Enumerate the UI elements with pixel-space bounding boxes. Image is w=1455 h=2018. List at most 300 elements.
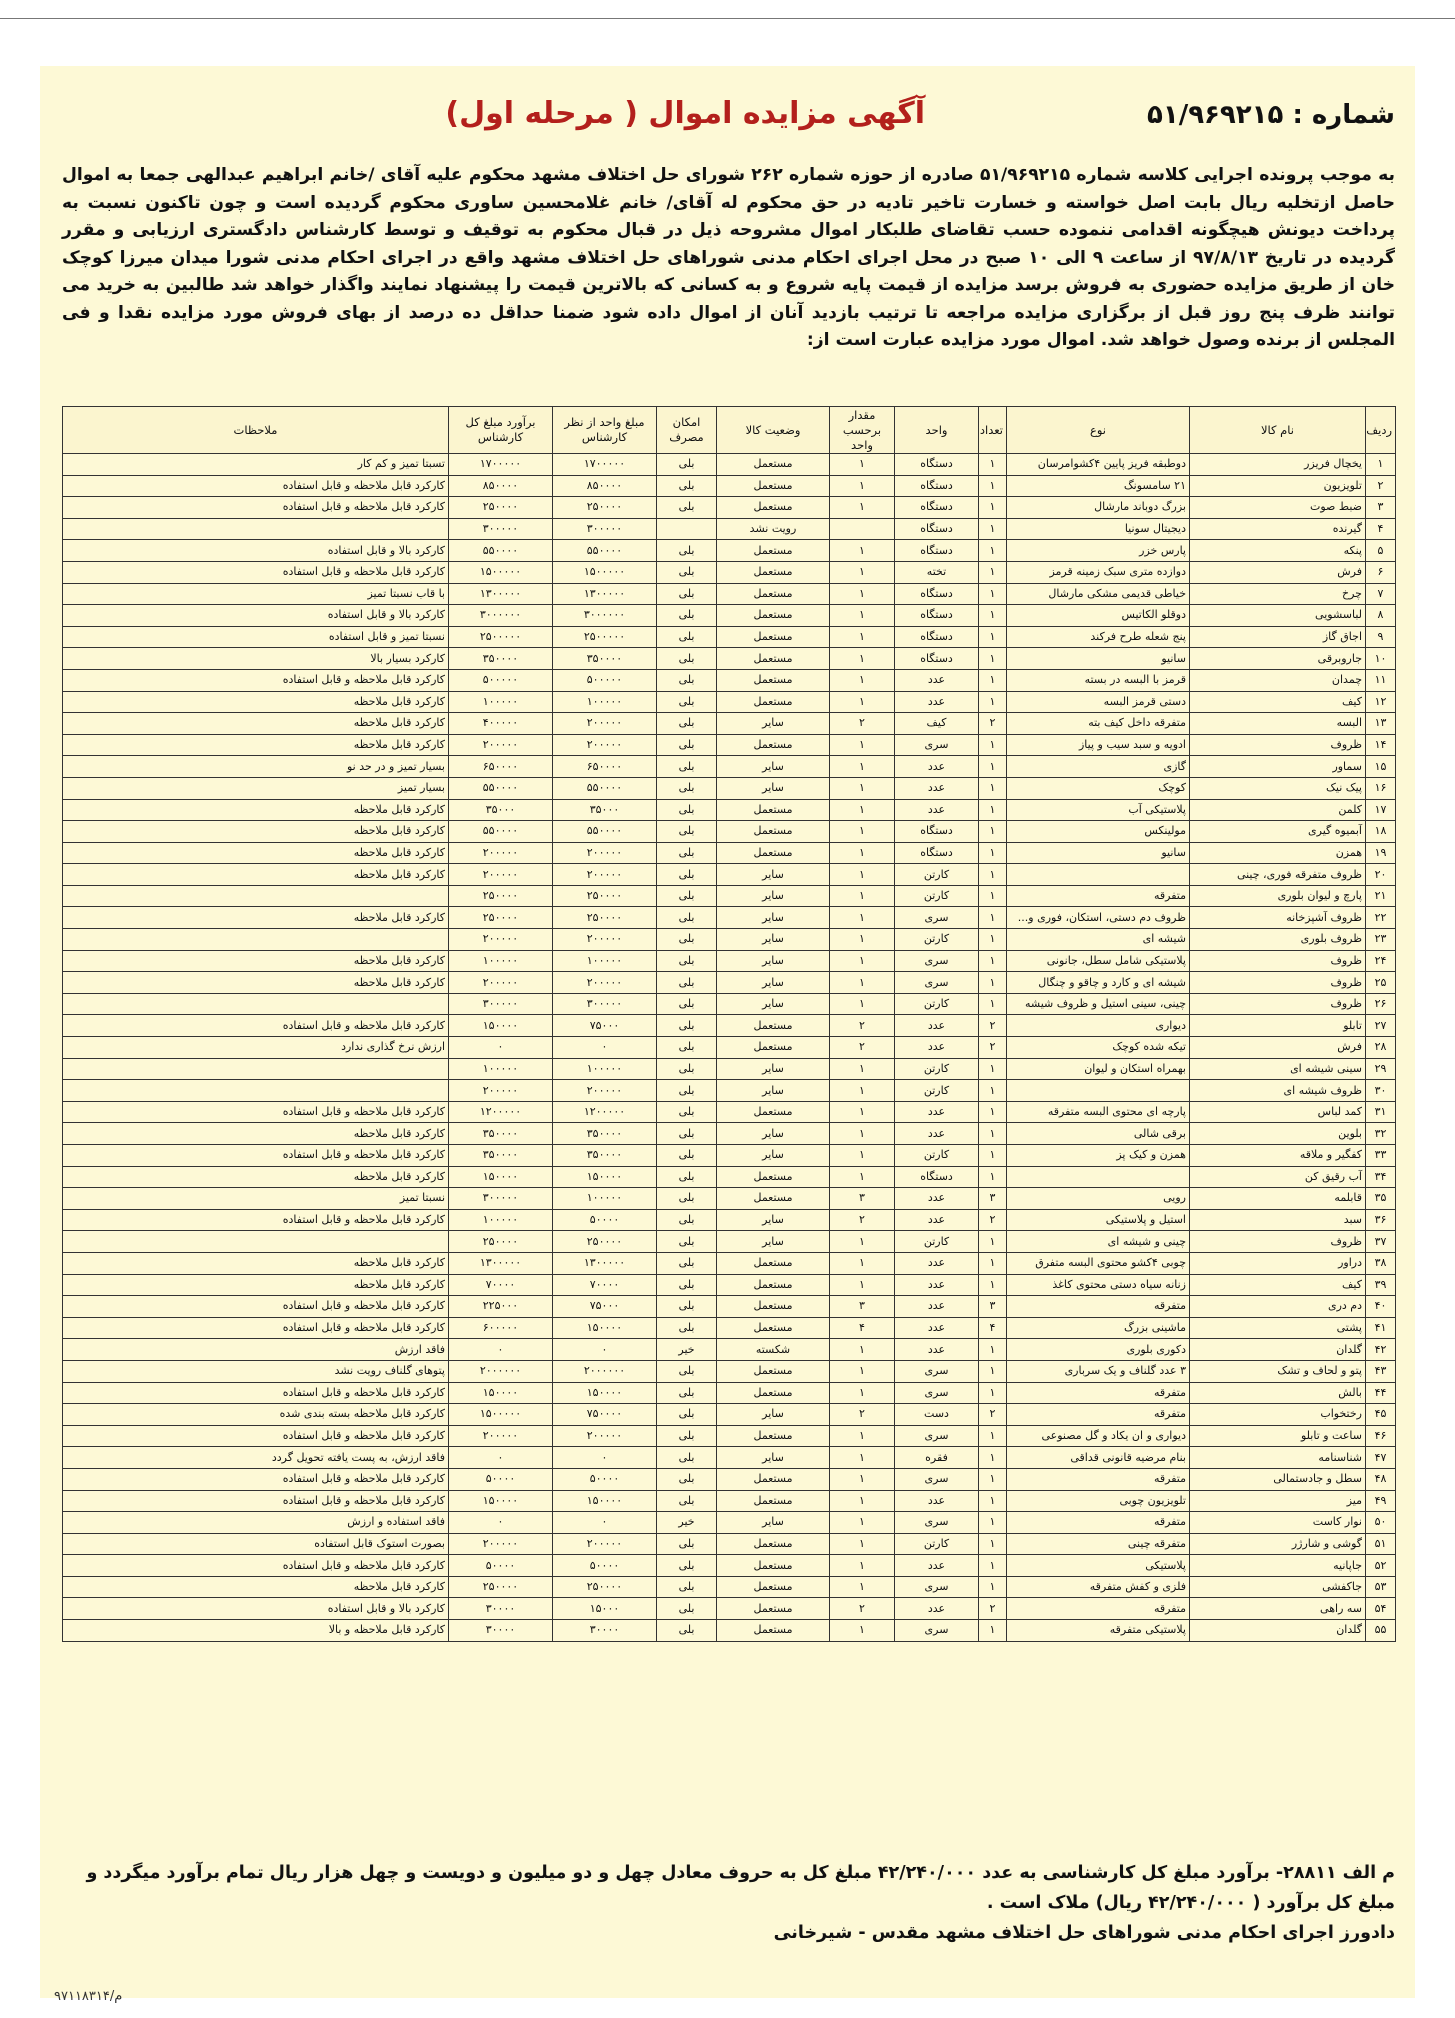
- cell-item-name: چمدان: [1190, 669, 1366, 691]
- cell-item-quantity: ۲: [830, 1037, 895, 1059]
- cell-item-notes: کارکرد قابل ملاحظه: [63, 1123, 449, 1145]
- cell-item-unit: کارتن: [895, 1080, 979, 1102]
- cell-item-count: ۱: [979, 1576, 1007, 1598]
- cell-item-total: ۱۵۰۰۰۰: [449, 1166, 553, 1188]
- cell-item-quantity: ۱: [830, 907, 895, 929]
- cell-item-count: ۱: [979, 1533, 1007, 1555]
- cell-item-total: ۱۰۰۰۰۰: [449, 1058, 553, 1080]
- cell-item-quantity: ۲: [830, 1598, 895, 1620]
- table-row: [63, 1058, 1396, 1080]
- cell-item-unit: کارتن: [895, 993, 979, 1015]
- cell-item-total: ۳۰۰۰۰۰: [449, 1188, 553, 1210]
- table-row: [63, 1231, 1396, 1253]
- table-row: [63, 1252, 1396, 1274]
- cell-item-type: متفرقه: [1007, 1404, 1190, 1426]
- cell-item-type: دوقلو الکاتیس: [1007, 605, 1190, 627]
- cell-item-unit: سری: [895, 734, 979, 756]
- cell-item-condition: مستعمل: [717, 583, 830, 605]
- cell-item-unit: دستگاه: [895, 518, 979, 540]
- cell-item-condition: مستعمل: [717, 1490, 830, 1512]
- cell-item-total: ۲۵۰۰۰۰: [449, 885, 553, 907]
- cell-item-type: [1007, 864, 1190, 886]
- cell-item-unit-price: ۲۵۰۰۰۰: [553, 1231, 657, 1253]
- cell-item-count: ۱: [979, 454, 1007, 476]
- cell-item-total: ۳۰۰۰۰: [449, 1620, 553, 1642]
- cell-row-number: ۲۲: [1366, 907, 1396, 929]
- cell-row-number: ۱۶: [1366, 777, 1396, 799]
- cell-item-type: بزرگ دوباند مارشال: [1007, 497, 1190, 519]
- cell-item-notes: کارکرد قابل ملاحظه: [63, 1274, 449, 1296]
- cell-item-notes: کارکرد قابل ملاحظه: [63, 1252, 449, 1274]
- cell-item-name: همزن: [1190, 842, 1366, 864]
- cell-item-type: دوازده متری سبک زمینه قرمز: [1007, 561, 1190, 583]
- table-row: [63, 1166, 1396, 1188]
- cell-item-usable: بلی: [657, 885, 717, 907]
- cell-row-number: ۲: [1366, 475, 1396, 497]
- cell-item-usable: بلی: [657, 842, 717, 864]
- footer-reference-code: م/۹۷۱۱۸۳۱۴: [54, 1989, 123, 2004]
- cell-item-type: متفرقه داخل کیف بته: [1007, 713, 1190, 735]
- cell-item-unit: دستگاه: [895, 626, 979, 648]
- cell-item-unit: کارتن: [895, 1231, 979, 1253]
- cell-item-unit-price: ۳۵۰۰۰۰: [553, 648, 657, 670]
- cell-item-name: فرش: [1190, 561, 1366, 583]
- cell-item-notes: فاقد استفاده و ارزش: [63, 1512, 449, 1534]
- cell-item-total: ۲۰۰۰۰۰: [449, 734, 553, 756]
- cell-item-condition: مستعمل: [717, 1620, 830, 1642]
- cell-item-total: ۲۵۰۰۰۰: [449, 1576, 553, 1598]
- cell-item-notes: کارکرد قابل ملاحظه و قابل استفاده: [63, 1145, 449, 1167]
- cell-item-unit: کیف: [895, 713, 979, 735]
- cell-row-number: ۴۰: [1366, 1296, 1396, 1318]
- col-header-condition: وضعیت کالا: [717, 407, 830, 454]
- cell-item-count: ۱: [979, 799, 1007, 821]
- cell-item-quantity: ۱: [830, 1339, 895, 1361]
- cell-item-quantity: ۱: [830, 626, 895, 648]
- cell-item-unit-price: ۱۰۰۰۰۰: [553, 691, 657, 713]
- cell-item-usable: بلی: [657, 1360, 717, 1382]
- cell-item-count: ۱: [979, 561, 1007, 583]
- cell-item-condition: مستعمل: [717, 497, 830, 519]
- cell-item-total: ۲۵۰۰۰۰: [449, 907, 553, 929]
- cell-item-unit-price: ۳۵۰۰۰۰: [553, 1123, 657, 1145]
- cell-item-notes: کارکرد قابل ملاحظه و قابل استفاده: [63, 1425, 449, 1447]
- table-row: [63, 475, 1396, 497]
- cell-item-usable: بلی: [657, 821, 717, 843]
- cell-item-count: ۱: [979, 583, 1007, 605]
- cell-item-notes: کارکرد بالا و قابل استفاده: [63, 1598, 449, 1620]
- cell-item-notes: کارکرد بالا و قابل استفاده: [63, 605, 449, 627]
- cell-item-condition: مستعمل: [717, 734, 830, 756]
- cell-item-condition: مستعمل: [717, 1425, 830, 1447]
- col-header-type: نوع: [1007, 407, 1190, 454]
- cell-item-total: ۲۰۰۰۰۰: [449, 929, 553, 951]
- cell-item-quantity: ۳: [830, 1296, 895, 1318]
- cell-item-unit: کارتن: [895, 929, 979, 951]
- cell-item-name: ظروف: [1190, 972, 1366, 994]
- cell-row-number: ۲۵: [1366, 972, 1396, 994]
- cell-item-quantity: ۱: [830, 1101, 895, 1123]
- table-row: [63, 583, 1396, 605]
- table-row: [63, 1382, 1396, 1404]
- cell-item-usable: بلی: [657, 605, 717, 627]
- cell-item-unit: عدد: [895, 1123, 979, 1145]
- cell-item-quantity: ۱: [830, 605, 895, 627]
- cell-item-type: خیاطی قدیمی مشکی مارشال: [1007, 583, 1190, 605]
- document-number: شماره : ۵۱/۹۶۹۲۱۵: [1146, 100, 1395, 130]
- cell-item-total: ۱۵۰۰۰۰۰: [449, 1404, 553, 1426]
- cell-row-number: ۳۶: [1366, 1209, 1396, 1231]
- cell-item-condition: سایر: [717, 993, 830, 1015]
- cell-item-notes: با قاب نسبتا تمیز: [63, 583, 449, 605]
- cell-item-quantity: ۱: [830, 648, 895, 670]
- cell-item-quantity: ۱: [830, 799, 895, 821]
- cell-item-total: ۱۰۰۰۰۰: [449, 950, 553, 972]
- cell-item-notes: کارکرد قابل ملاحظه و قابل استفاده: [63, 1296, 449, 1318]
- cell-item-type: همزن و کیک پز: [1007, 1145, 1190, 1167]
- cell-item-notes: کارکرد قابل ملاحظه و قابل استفاده: [63, 1555, 449, 1577]
- table-row: [63, 669, 1396, 691]
- cell-row-number: ۳۷: [1366, 1231, 1396, 1253]
- cell-row-number: ۴۹: [1366, 1490, 1396, 1512]
- cell-item-name: سماور: [1190, 756, 1366, 778]
- table-row: [63, 799, 1396, 821]
- cell-item-usable: بلی: [657, 691, 717, 713]
- cell-item-quantity: ۳: [830, 1188, 895, 1210]
- notice-sheet: [40, 66, 1415, 2004]
- cell-item-notes: کارکرد قابل ملاحظه و قابل استفاده: [63, 1490, 449, 1512]
- cell-item-name: جاپانیه: [1190, 1555, 1366, 1577]
- cell-item-condition: سایر: [717, 1145, 830, 1167]
- cell-item-total: ۳۵۰۰۰: [449, 799, 553, 821]
- cell-item-unit: سری: [895, 1576, 979, 1598]
- cell-item-notes: بسیار تمیز: [63, 777, 449, 799]
- cell-item-notes: [63, 993, 449, 1015]
- auction-items-table: [62, 406, 1396, 1642]
- cell-item-unit-price: ۰: [553, 1512, 657, 1534]
- cell-item-quantity: ۱: [830, 842, 895, 864]
- cell-item-unit: عدد: [895, 1339, 979, 1361]
- cell-item-total: ۱۳۰۰۰۰۰: [449, 583, 553, 605]
- cell-item-name: بلوین: [1190, 1123, 1366, 1145]
- cell-item-quantity: ۲: [830, 1404, 895, 1426]
- cell-item-unit-price: ۲۵۰۰۰۰۰: [553, 626, 657, 648]
- cell-item-total: ۲۵۰۰۰۰: [449, 1231, 553, 1253]
- cell-item-quantity: ۱: [830, 1490, 895, 1512]
- cell-item-notes: تسبتا تمیز و کم کار: [63, 454, 449, 476]
- cell-row-number: ۲۱: [1366, 885, 1396, 907]
- cell-item-unit-price: ۱۲۰۰۰۰۰: [553, 1101, 657, 1123]
- cell-item-total: ۱۵۰۰۰۰: [449, 1015, 553, 1037]
- cell-item-condition: مستعمل: [717, 1598, 830, 1620]
- cell-item-condition: مستعمل: [717, 1252, 830, 1274]
- col-header-unit: واحد: [895, 407, 979, 454]
- cell-item-count: ۳: [979, 1188, 1007, 1210]
- cell-item-count: ۱: [979, 972, 1007, 994]
- cell-item-count: ۱: [979, 669, 1007, 691]
- cell-row-number: ۳۵: [1366, 1188, 1396, 1210]
- cell-item-count: ۱: [979, 1468, 1007, 1490]
- notice-header: [60, 96, 1395, 146]
- cell-item-usable: بلی: [657, 561, 717, 583]
- cell-item-quantity: ۱: [830, 1468, 895, 1490]
- cell-item-unit-price: ۱۰۰۰۰۰: [553, 950, 657, 972]
- cell-item-unit: عدد: [895, 1598, 979, 1620]
- cell-item-unit: کارتن: [895, 1533, 979, 1555]
- table-row: [63, 605, 1396, 627]
- cell-item-type: ۳ عدد گلناف و یک سرباری: [1007, 1360, 1190, 1382]
- cell-item-quantity: ۱: [830, 993, 895, 1015]
- cell-row-number: ۱۰: [1366, 648, 1396, 670]
- cell-item-condition: مستعمل: [717, 561, 830, 583]
- top-rule: [0, 18, 1455, 19]
- cell-item-unit-price: ۲۰۰۰۰۰۰: [553, 1360, 657, 1382]
- cell-item-total: ۰: [449, 1512, 553, 1534]
- cell-item-type: دیجیتال سونیا: [1007, 518, 1190, 540]
- cell-item-total: ۲۰۰۰۰۰: [449, 864, 553, 886]
- cell-item-unit: کارتن: [895, 1145, 979, 1167]
- cell-row-number: ۴۶: [1366, 1425, 1396, 1447]
- cell-item-usable: بلی: [657, 734, 717, 756]
- cell-item-type: [1007, 1080, 1190, 1102]
- table-row: [63, 1317, 1396, 1339]
- cell-item-type: دیواری و ان یکاد و گل مصنوعی: [1007, 1425, 1190, 1447]
- table-row: [63, 1620, 1396, 1642]
- cell-item-type: دوطبقه فریز پایین ۴کشوامرسان: [1007, 454, 1190, 476]
- cell-item-name: جاکفشی: [1190, 1576, 1366, 1598]
- cell-row-number: ۵۴: [1366, 1598, 1396, 1620]
- cell-item-notes: کارکرد قابل ملاحظه و قابل استفاده: [63, 1101, 449, 1123]
- cell-item-unit: عدد: [895, 1037, 979, 1059]
- cell-item-usable: بلی: [657, 1404, 717, 1426]
- cell-row-number: ۳۱: [1366, 1101, 1396, 1123]
- cell-row-number: ۴۴: [1366, 1382, 1396, 1404]
- cell-item-unit: عدد: [895, 1296, 979, 1318]
- cell-item-usable: بلی: [657, 1101, 717, 1123]
- cell-item-name: جاروبرقی: [1190, 648, 1366, 670]
- cell-item-notes: کارکرد قابل ملاحظه و قابل استفاده: [63, 1317, 449, 1339]
- cell-item-name: سه راهی: [1190, 1598, 1366, 1620]
- cell-item-unit: تخته: [895, 561, 979, 583]
- cell-item-condition: سایر: [717, 1231, 830, 1253]
- cell-item-type: چوبی ۴کشو محتوی البسه متفرق: [1007, 1252, 1190, 1274]
- table-row: [63, 1512, 1396, 1534]
- cell-item-name: گلدان: [1190, 1620, 1366, 1642]
- cell-item-total: ۲۰۰۰۰۰: [449, 1533, 553, 1555]
- cell-item-type: پلاستیکی متفرقه: [1007, 1620, 1190, 1642]
- cell-row-number: ۱۴: [1366, 734, 1396, 756]
- cell-item-name: پتو و لحاف و تشک: [1190, 1360, 1366, 1382]
- cell-item-unit-price: ۵۵۰۰۰۰: [553, 540, 657, 562]
- cell-item-usable: بلی: [657, 1145, 717, 1167]
- cell-row-number: ۲۳: [1366, 929, 1396, 951]
- cell-row-number: ۱۲: [1366, 691, 1396, 713]
- cell-item-name: گوشی و شارژر: [1190, 1533, 1366, 1555]
- cell-row-number: ۱۷: [1366, 799, 1396, 821]
- table-row: [63, 1145, 1396, 1167]
- col-header-item-name: نام کالا: [1190, 407, 1366, 454]
- cell-row-number: ۶: [1366, 561, 1396, 583]
- cell-item-unit: دستگاه: [895, 842, 979, 864]
- cell-item-unit-price: ۷۰۰۰۰: [553, 1274, 657, 1296]
- cell-item-quantity: ۱: [830, 1533, 895, 1555]
- cell-item-name: ظروف: [1190, 993, 1366, 1015]
- cell-item-type: سانیو: [1007, 648, 1190, 670]
- cell-item-name: میز: [1190, 1490, 1366, 1512]
- table-row: [63, 1188, 1396, 1210]
- cell-item-quantity: ۱: [830, 777, 895, 799]
- cell-item-condition: سایر: [717, 1447, 830, 1469]
- cell-item-unit: سری: [895, 1382, 979, 1404]
- cell-item-type: ظروف دم دستی، استکان، فوری و...: [1007, 907, 1190, 929]
- cell-item-quantity: ۱: [830, 950, 895, 972]
- cell-item-name: پیک نیک: [1190, 777, 1366, 799]
- cell-item-condition: مستعمل: [717, 799, 830, 821]
- cell-row-number: ۴۱: [1366, 1317, 1396, 1339]
- table-row: [63, 626, 1396, 648]
- cell-item-unit-price: ۸۵۰۰۰۰: [553, 475, 657, 497]
- cell-item-quantity: ۱: [830, 1252, 895, 1274]
- cell-item-name: سبد: [1190, 1209, 1366, 1231]
- cell-item-type: متفرقه: [1007, 1512, 1190, 1534]
- cell-item-usable: بلی: [657, 540, 717, 562]
- cell-item-name: کیف: [1190, 1274, 1366, 1296]
- cell-item-type: متفرقه: [1007, 1382, 1190, 1404]
- cell-item-usable: بلی: [657, 648, 717, 670]
- cell-item-usable: بلی: [657, 907, 717, 929]
- cell-item-name: کفگیر و ملاقه: [1190, 1145, 1366, 1167]
- cell-item-name: دراور: [1190, 1252, 1366, 1274]
- cell-item-usable: بلی: [657, 1231, 717, 1253]
- cell-item-name: پارچ و لیوان بلوری: [1190, 885, 1366, 907]
- cell-item-quantity: ۱: [830, 1231, 895, 1253]
- notice-title: آگهی مزایده اموال ( مرحله اول): [445, 96, 925, 131]
- cell-row-number: ۱۱: [1366, 669, 1396, 691]
- cell-item-name: نوار کاست: [1190, 1512, 1366, 1534]
- cell-item-unit-price: ۱۳۰۰۰۰۰: [553, 583, 657, 605]
- cell-item-unit: عدد: [895, 1188, 979, 1210]
- table-row: [63, 561, 1396, 583]
- cell-item-unit: دستگاه: [895, 497, 979, 519]
- cell-item-total: ۲۰۰۰۰۰۰: [449, 1360, 553, 1382]
- cell-item-condition: سایر: [717, 1512, 830, 1534]
- cell-item-type: زنانه سیاه دستی محتوی کاغذ: [1007, 1274, 1190, 1296]
- cell-item-name: گیرنده: [1190, 518, 1366, 540]
- cell-item-notes: کارکرد قابل ملاحظه و قابل استفاده: [63, 1468, 449, 1490]
- cell-item-notes: کارکرد قابل ملاحظه: [63, 691, 449, 713]
- cell-item-total: ۵۰۰۰۰۰: [449, 669, 553, 691]
- cell-row-number: ۵۱: [1366, 1533, 1396, 1555]
- cell-item-usable: بلی: [657, 583, 717, 605]
- cell-item-type: متفرقه: [1007, 885, 1190, 907]
- cell-row-number: ۲۹: [1366, 1058, 1396, 1080]
- cell-item-unit-price: ۵۵۰۰۰۰: [553, 777, 657, 799]
- cell-item-unit-price: ۱۵۰۰۰: [553, 1598, 657, 1620]
- cell-item-name: ظروف: [1190, 950, 1366, 972]
- table-row: [63, 518, 1396, 540]
- cell-item-notes: [63, 885, 449, 907]
- cell-item-quantity: ۱: [830, 821, 895, 843]
- cell-item-notes: کارکرد قابل ملاحظه: [63, 821, 449, 843]
- cell-item-usable: بلی: [657, 1620, 717, 1642]
- cell-item-total: ۰: [449, 1447, 553, 1469]
- cell-item-unit: سری: [895, 1620, 979, 1642]
- cell-item-type: برقی شالی: [1007, 1123, 1190, 1145]
- cell-item-notes: کارکرد قابل ملاحظه و قابل استفاده: [63, 669, 449, 691]
- cell-row-number: ۱۵: [1366, 756, 1396, 778]
- table-row: [63, 1598, 1396, 1620]
- cell-item-unit-price: ۲۰۰۰۰۰: [553, 1080, 657, 1102]
- cell-item-condition: مستعمل: [717, 1382, 830, 1404]
- cell-item-condition: مستعمل: [717, 1576, 830, 1598]
- col-header-row-number: ردیف: [1366, 407, 1396, 454]
- cell-item-total: ۴۰۰۰۰۰: [449, 713, 553, 735]
- table-row: [63, 1101, 1396, 1123]
- cell-item-count: ۱: [979, 1360, 1007, 1382]
- cell-item-unit-price: ۱۷۰۰۰۰۰: [553, 454, 657, 476]
- table-row: [63, 821, 1396, 843]
- cell-item-unit-price: ۲۰۰۰۰۰: [553, 972, 657, 994]
- cell-item-unit: عدد: [895, 756, 979, 778]
- cell-row-number: ۴۷: [1366, 1447, 1396, 1469]
- cell-item-type: بهمراه استکان و لیوان: [1007, 1058, 1190, 1080]
- cell-row-number: ۵۳: [1366, 1576, 1396, 1598]
- cell-item-name: تابلو: [1190, 1015, 1366, 1037]
- cell-item-name: رختخواب: [1190, 1404, 1366, 1426]
- table-row: [63, 1490, 1396, 1512]
- cell-item-quantity: ۲: [830, 1015, 895, 1037]
- cell-item-total: ۶۰۰۰۰۰: [449, 1317, 553, 1339]
- cell-item-name: ضبط صوت: [1190, 497, 1366, 519]
- cell-item-count: ۱: [979, 1166, 1007, 1188]
- cell-item-type: متفرقه: [1007, 1296, 1190, 1318]
- cell-item-usable: بلی: [657, 669, 717, 691]
- table-row: [63, 993, 1396, 1015]
- cell-item-unit-price: ۵۰۰۰۰: [553, 1555, 657, 1577]
- cell-item-usable: بلی: [657, 929, 717, 951]
- cell-item-condition: سایر: [717, 1123, 830, 1145]
- table-header-row: [63, 407, 1396, 454]
- cell-item-total: ۲۰۰۰۰۰: [449, 842, 553, 864]
- col-header-count: تعداد: [979, 407, 1007, 454]
- cell-item-type: شیشه ای: [1007, 929, 1190, 951]
- cell-item-condition: مستعمل: [717, 454, 830, 476]
- cell-row-number: ۳: [1366, 497, 1396, 519]
- cell-item-quantity: [830, 518, 895, 540]
- cell-row-number: ۱۸: [1366, 821, 1396, 843]
- cell-item-usable: بلی: [657, 1382, 717, 1404]
- cell-item-quantity: ۱: [830, 497, 895, 519]
- cell-item-count: ۱: [979, 734, 1007, 756]
- table-row: [63, 1468, 1396, 1490]
- cell-item-total: ۱۲۰۰۰۰۰: [449, 1101, 553, 1123]
- cell-item-usable: بلی: [657, 626, 717, 648]
- cell-item-unit-price: ۷۵۰۰۰: [553, 1296, 657, 1318]
- cell-item-type: دستی قرمز البسه: [1007, 691, 1190, 713]
- cell-item-name: چرخ: [1190, 583, 1366, 605]
- cell-item-total: ۷۰۰۰۰: [449, 1274, 553, 1296]
- cell-item-unit-price: ۲۰۰۰۰۰: [553, 713, 657, 735]
- cell-row-number: ۱۳: [1366, 713, 1396, 735]
- cell-item-unit-price: ۱۵۰۰۰۰: [553, 1317, 657, 1339]
- cell-item-condition: سایر: [717, 1058, 830, 1080]
- cell-item-unit: دستگاه: [895, 583, 979, 605]
- cell-item-unit: دستگاه: [895, 1166, 979, 1188]
- table-row: [63, 497, 1396, 519]
- cell-item-name: ظروف متفرقه فوری، چینی: [1190, 864, 1366, 886]
- table-row: [63, 1296, 1396, 1318]
- table-row: [63, 756, 1396, 778]
